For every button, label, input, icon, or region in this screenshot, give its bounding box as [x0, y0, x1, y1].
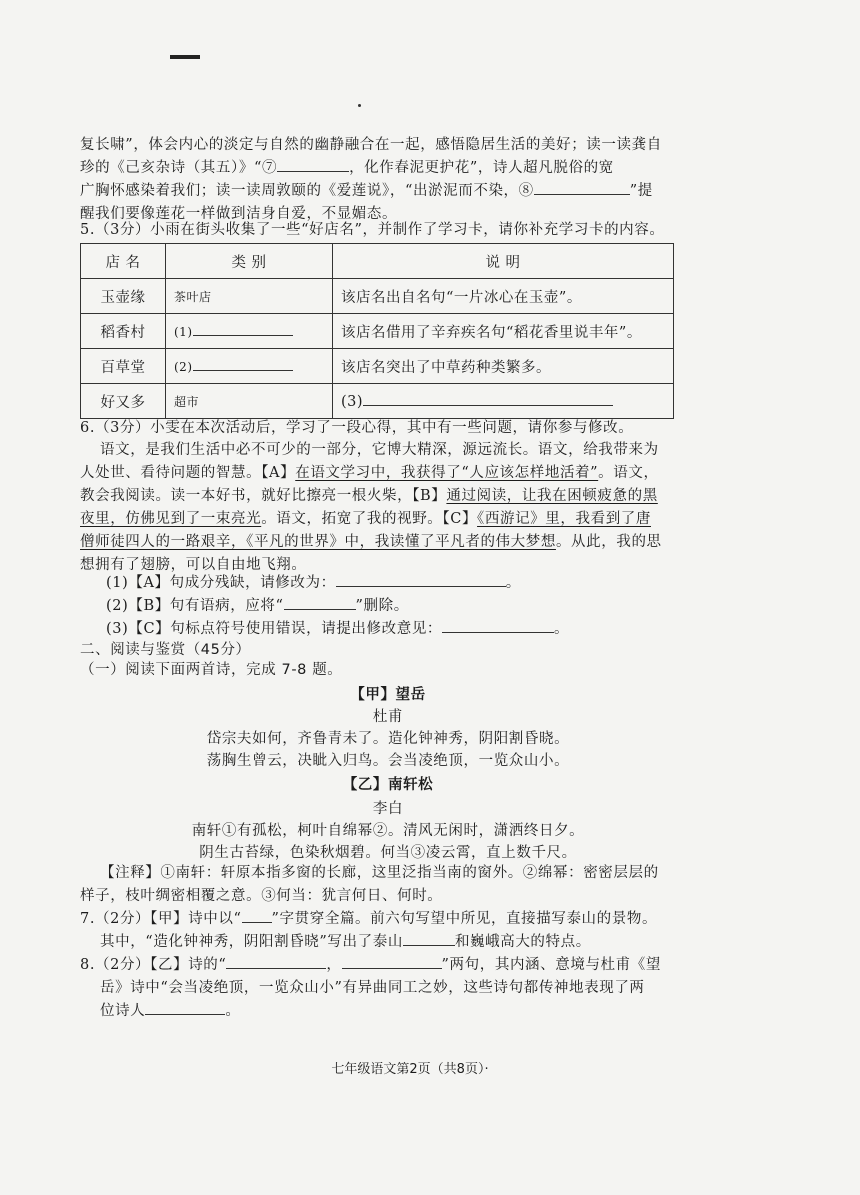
blank-label: (2) [174, 360, 193, 374]
text-span: 位诗人 [100, 1003, 146, 1019]
sub-question [106, 573, 521, 593]
question-8 [80, 955, 661, 975]
text-line [80, 532, 662, 552]
blank-label: (1) [174, 325, 193, 339]
underlined-sentence-c: 僧师徒四人的一路艰辛，《平凡的世界》中，我读懂了平凡者的伟大梦想 [80, 534, 556, 550]
underlined-sentence-b: 通过阅读，让我在困顿疲惫的黑 [446, 488, 658, 504]
text-line: 语文，是我们生活中必不可少的一部分，它博大精深，源远流长。语文，给我带来为 [100, 442, 659, 458]
col-header: 类 别 [166, 244, 333, 279]
text-line: 醒我们要像莲花一样做到洁身自爱，不显媚态。 [80, 206, 398, 222]
poem-1-title: 【甲】望岳 [350, 687, 426, 703]
page-footer: 七年级语文第2页（共8页）· [331, 1062, 489, 1077]
shop-name: 稻香村 [81, 314, 166, 349]
section-title: 二、阅读与鉴赏（45分） [80, 642, 251, 658]
text-span: 其中，“造化钟神秀，阴阳割昏晓”写出了泰山 [100, 934, 403, 950]
text-line [80, 509, 651, 529]
table-row [81, 279, 674, 314]
text-span: 人处世、看待问题的智慧。【A】 [80, 465, 296, 481]
col-header: 说 明 [333, 244, 674, 279]
shop-note-blank[interactable] [333, 384, 674, 419]
text-line [80, 181, 653, 201]
text-span: ，化作春泥更护花”，诗人超凡脱俗的宽 [349, 160, 614, 176]
shop-category-blank[interactable] [166, 349, 333, 384]
table-row [81, 349, 674, 384]
shop-category: 超市 [166, 384, 333, 419]
study-card-table [80, 243, 674, 419]
shop-note: 该店名突出了中草药种类繁多。 [333, 349, 674, 384]
answer-blank[interactable] [284, 597, 356, 610]
answer-blank-8[interactable] [534, 182, 630, 195]
shop-name: 百草堂 [81, 349, 166, 384]
text-span: 7.（2分）【甲】诗中以“ [80, 911, 242, 927]
text-span: 。语文，拓宽了我的视野。【C】 [261, 511, 478, 527]
answer-blank[interactable] [336, 574, 506, 587]
answer-blank[interactable] [363, 393, 613, 406]
answer-blank[interactable] [442, 620, 554, 633]
underlined-sentence-c: 《西游记》里，我看到了唐 [477, 511, 651, 527]
text-line: 想拥有了翅膀，可以自由地飞翔。 [80, 557, 307, 573]
text-line: 复长啸”，体会内心的淡定与自然的幽静融合在一起，感悟隐居生活的美好；读一读龚自 [80, 137, 662, 153]
shop-name: 玉壶缘 [81, 279, 166, 314]
answer-blank[interactable] [403, 933, 455, 946]
text-span: 。 [505, 575, 521, 591]
shop-note: 该店名借用了辛弃疾名句“稻花香里说丰年”。 [333, 314, 674, 349]
text-line [80, 486, 658, 506]
shop-note: 该店名出自名句“一片冰心在玉壶”。 [333, 279, 674, 314]
shop-category-blank[interactable] [166, 314, 333, 349]
question-6: 6.（3分）小雯在本次活动后，学习了一段心得，其中有一些问题，请你参与修改。 [80, 420, 634, 436]
answer-blank[interactable] [226, 956, 326, 969]
poem-1-line: 荡胸生曾云，决眦入归鸟。会当凌绝顶，一览众山小。 [206, 753, 570, 769]
poem-2-line: 南轩①有孤松，柯叶自绵幂②。清风无闲时，潇洒终日夕。 [191, 823, 585, 839]
sub-question [106, 619, 569, 639]
text-span: 。 [554, 621, 570, 637]
table-header [81, 244, 674, 279]
blank-label: (3) [341, 393, 364, 410]
notes-line: 【注释】①南轩：轩原本指多窗的长廊，这里泛指当南的窗外。②绵幂：密密层层的 [100, 865, 659, 881]
text-span: (1)【A】句成分残缺，请修改为： [106, 575, 336, 591]
text-line [100, 932, 591, 952]
text-span: 8.（2分）【乙】诗的“ [80, 957, 227, 973]
poem-1-author: 杜甫 [372, 709, 404, 725]
text-line [100, 1001, 240, 1021]
sub-question [106, 596, 409, 616]
scan-mark [170, 55, 200, 59]
text-span: ， [326, 957, 342, 973]
answer-blank[interactable] [145, 1002, 225, 1015]
text-span: (2)【B】句有语病，应将“ [106, 598, 284, 614]
text-span: ”字贯穿全篇。前六句写望中所见，直接描写泰山的景物。 [271, 911, 658, 927]
answer-blank[interactable] [242, 910, 272, 923]
question-7 [80, 909, 657, 929]
table-row [81, 314, 674, 349]
poem-2-author: 李白 [372, 801, 404, 817]
answer-blank[interactable] [193, 323, 293, 336]
poem-1-line: 岱宗夫如何，齐鲁青未了。造化钟神秀，阴阳割昏晓。 [206, 731, 570, 747]
text-span: ”删除。 [355, 598, 409, 614]
text-line: 岳》诗中“会当凌绝顶，一览众山小”有异曲同工之妙，这些诗句都传神地表现了两 [100, 980, 645, 996]
question-5: 5.（3分）小雨在街头收集了一些“好店名”，并制作了学习卡，请你补充学习卡的内容。 [80, 222, 665, 238]
text-span: 。语文， [598, 465, 659, 481]
text-line [80, 158, 614, 178]
scan-dot [358, 104, 361, 107]
text-span: (3)【C】句标点符号使用错误，请提出修改意见： [106, 621, 443, 637]
notes-line: 样子，枝叶绸密相覆之意。③何当：犹言何日、何时。 [80, 888, 443, 904]
text-span: ”两句，其内涵、意境与杜甫《望 [441, 957, 661, 973]
table-row [81, 384, 674, 419]
answer-blank-7[interactable] [277, 159, 349, 172]
text-line [80, 463, 659, 483]
text-span: 珍的《己亥杂诗（其五）》“⑦ [80, 160, 278, 176]
text-span: 。从此，我的思 [555, 534, 662, 550]
poem-2-line: 阴生古苔绿，色染秋烟碧。何当③凌云霄，直上数千尺。 [199, 845, 577, 861]
section-subtitle: （一）阅读下面两首诗，完成 7-8 题。 [80, 662, 343, 678]
shop-name: 好又多 [81, 384, 166, 419]
shop-category: 茶叶店 [166, 279, 333, 314]
poem-2-title: 【乙】南轩松 [342, 777, 434, 793]
text-span: 。 [225, 1003, 241, 1019]
text-span: ”提 [629, 183, 653, 199]
answer-blank[interactable] [193, 358, 293, 371]
underlined-sentence-a: 在语文学习中，我获得了“人应该怎样地活着” [295, 465, 599, 481]
text-span: 广胸怀感染着我们；读一读周敦颐的《爱莲说》，“出淤泥而不染，⑧ [80, 183, 534, 199]
text-span: 教会我阅读。读一本好书，就好比擦亮一根火柴，【B】 [80, 488, 447, 504]
underlined-sentence-b: 夜里，仿佛见到了一束亮光 [80, 511, 262, 527]
col-header: 店 名 [81, 244, 166, 279]
text-span: 和巍峨高大的特点。 [454, 934, 591, 950]
answer-blank[interactable] [342, 956, 442, 969]
